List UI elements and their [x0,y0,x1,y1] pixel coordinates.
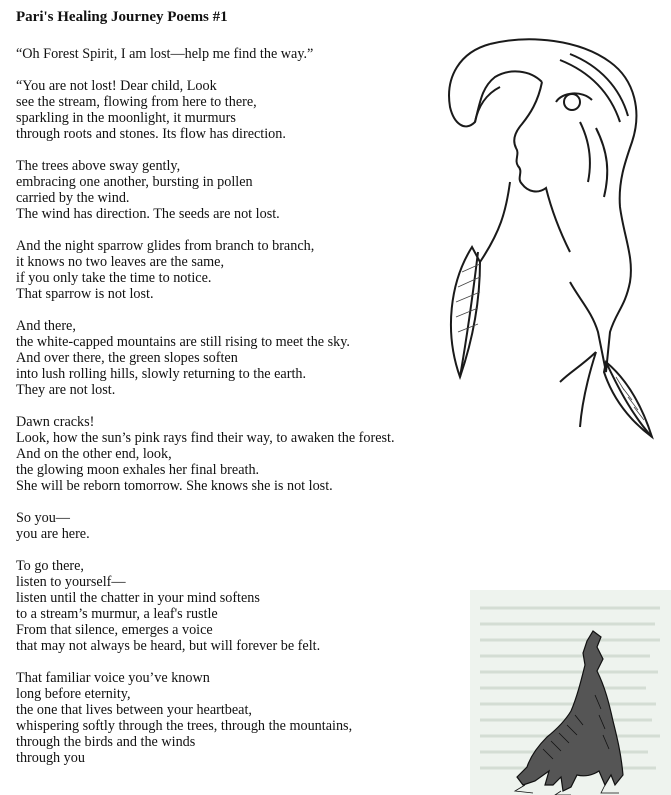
poem-line: to a stream’s murmur, a leaf's rustle [16,606,218,622]
howling-wolf-illustration [505,625,630,795]
poem-line: through the birds and the winds [16,734,196,750]
poem-line: into lush rolling hills, slowly returning to the earth. [16,366,307,382]
poem-line: And the night sparrow glides from branch to branch, [16,238,315,254]
stanza [16,670,396,766]
stanza [16,558,396,654]
poem-line: see the stream, flowing from here to there, [16,94,257,110]
poem-line: listen until the chatter in your mind softens [16,590,260,606]
poem-line: From that silence, emerges a voice [16,622,213,638]
poem-line: long before eternity, [16,686,131,702]
stanza [16,46,396,62]
stanza [16,78,396,142]
poem-line: And over there, the green slopes soften [16,350,238,366]
poem-line: The trees above sway gently, [16,158,181,174]
poem-line: And there, [16,318,76,334]
poem-line: carried by the wind. [16,190,130,206]
poem-line: it knows no two leaves are the same, [16,254,225,270]
poem-body [16,46,396,782]
poem-line: “Oh Forest Spirit, I am lost—help me find the way.” [16,46,314,62]
poem-line: if you only take the time to notice. [16,270,212,286]
stanza [16,158,396,222]
poem-line: That sparrow is not lost. [16,286,154,302]
page-title: Pari's Healing Journey Poems #1 [16,9,228,25]
poem-line: through roots and stones. Its flow has direction. [16,126,286,142]
eagle-face-illustration [420,32,670,442]
poem-line: the one that lives between your heartbeat, [16,702,252,718]
poem-line: They are not lost. [16,382,116,398]
poem-line: That familiar voice you’ve known [16,670,210,686]
poem-line: “You are not lost! Dear child, Look [16,78,217,94]
poem-line: So you— [16,510,70,526]
poem-line: The wind has direction. The seeds are not lost. [16,206,280,222]
poem-line: the glowing moon exhales her final breath. [16,462,260,478]
poem-line: sparkling in the moonlight, it murmurs [16,110,236,126]
stanza [16,238,396,302]
poem-line: the white-capped mountains are still rising to meet the sky. [16,334,350,350]
poem-line: that may not always be heard, but will forever be felt. [16,638,321,654]
poem-line: through you [16,750,85,766]
poem-line: She will be reborn tomorrow. She knows she is not lost. [16,478,333,494]
poem-line: whispering softly through the trees, through the mountains, [16,718,353,734]
poem-line: And on the other end, look, [16,446,172,462]
stanza [16,510,396,542]
poem-line: Look, how the sun’s pink rays find their way, to awaken the forest. [16,430,395,446]
poem-line: To go there, [16,558,84,574]
poem-line: you are here. [16,526,90,542]
poem-line: embracing one another, bursting in pollen [16,174,253,190]
poem-line: Dawn cracks! [16,414,95,430]
poem-line: listen to yourself— [16,574,126,590]
stanza [16,414,396,494]
stanza [16,318,396,398]
